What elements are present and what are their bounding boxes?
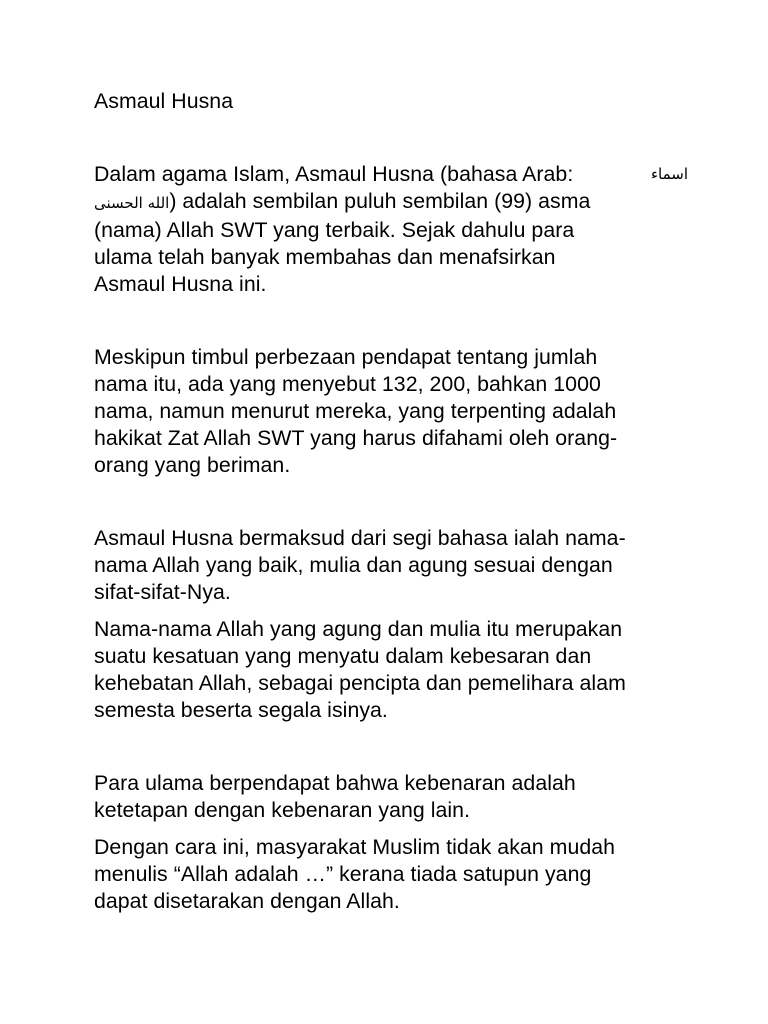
paragraph-line: nama Allah yang baik, mulia dan agung sesuai dengan: [94, 553, 613, 577]
paragraph-line: Dengan cara ini, masyarakat Muslim tidak akan mudah: [94, 835, 616, 859]
paragraph-meaning: [94, 525, 684, 606]
arabic-text: اسماء: [650, 165, 688, 183]
paragraph-line: (nama) Allah SWT yang terbaik. Sejak dahulu para: [94, 218, 575, 242]
paragraph-spacer: [94, 824, 684, 834]
paragraph-conclusion: [94, 834, 684, 915]
paragraph-line: Meskipun timbul perbezaan pendapat tentang jumlah: [94, 345, 598, 369]
paragraph-line: [94, 161, 688, 188]
paragraph-line: Para ulama berpendapat bahwa kebenaran adalah: [94, 771, 576, 795]
paragraph-line: hakikat Zat Allah SWT yang harus difahami oleh orang-: [94, 426, 618, 450]
line-text: Dalam agama Islam, Asmaul Husna (bahasa Arab:: [94, 162, 574, 186]
paragraph-line: Asmaul Husna bermaksud dari segi bahasa ialah nama-: [94, 526, 626, 550]
paragraph-line: suatu kesatuan yang menyatu dalam kebesaran dan: [94, 644, 592, 668]
paragraph-line: nama itu, ada yang menyebut 132, 200, bahkan 1000: [94, 372, 601, 396]
paragraph-unity: [94, 616, 684, 724]
line-text: ) adalah sembilan puluh sembilan (99) asma: [169, 189, 591, 213]
paragraph-line: [94, 188, 684, 217]
arabic-text: الله الحسنى: [94, 194, 170, 212]
paragraph-line: menulis “Allah adalah …” kerana tiada satupun yang: [94, 862, 592, 886]
paragraph-difference: [94, 344, 684, 479]
paragraph-intro: [94, 161, 688, 298]
paragraph-line: Nama-nama Allah yang agung dan mulia itu merupakan: [94, 617, 623, 641]
document-title: Asmaul Husna: [94, 89, 234, 113]
paragraph-truth: [94, 770, 684, 824]
paragraph-line: Asmaul Husna ini.: [94, 272, 267, 296]
paragraph-spacer: [94, 479, 684, 525]
document-body: [94, 88, 688, 915]
paragraph-line: semesta beserta segala isinya.: [94, 698, 388, 722]
paragraph-spacer: [94, 298, 684, 344]
paragraph-line: kehebatan Allah, sebagai pencipta dan pemelihara alam: [94, 671, 626, 695]
paragraph-line: nama, namun menurut mereka, yang terpenting adalah: [94, 399, 617, 423]
paragraph-line: orang yang beriman.: [94, 453, 291, 477]
paragraph-line: ketetapan dengan kebenaran yang lain.: [94, 798, 471, 822]
paragraph-line: dapat disetarakan dengan Allah.: [94, 889, 400, 913]
paragraph-spacer: [94, 724, 684, 770]
paragraph-line: ulama telah banyak membahas dan menafsirkan: [94, 245, 556, 269]
paragraph-spacer: [94, 606, 684, 616]
paragraph-spacer: [94, 115, 684, 161]
paragraph-line: sifat-sifat-Nya.: [94, 580, 231, 604]
